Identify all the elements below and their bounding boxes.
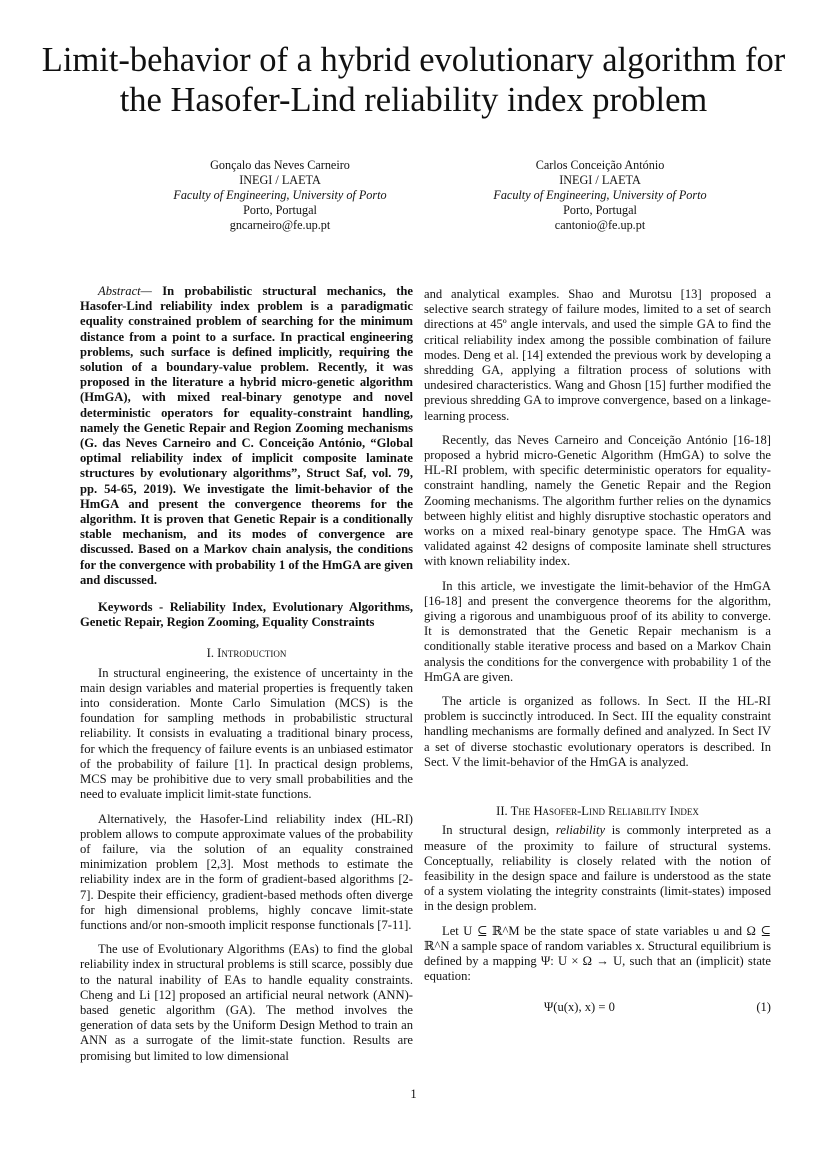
paragraph: The article is organized as follows. In Sect. II the HL-RI problem is succinctly introduced. In Sect. III the equality constraint handling mechanisms are formally defined and analyzed. In Sect IV a set of diverse stochastic evolutionary operators is described. In Sect. V the limit-behavior of the HmGA is analyzed. [424, 694, 771, 769]
abstract [80, 284, 413, 588]
emphasis: reliability [555, 823, 606, 838]
author-location: Porto, Portugal [563, 203, 637, 217]
author-name: Gonçalo das Neves Carneiro [210, 158, 350, 172]
page-number: 1 [410, 1087, 417, 1101]
abstract-label: Abstract— [98, 284, 152, 298]
author-block-2 [450, 158, 750, 233]
paragraph: The use of Evolutionary Algorithms (EAs) to find the global reliability index in structural problems is still scarce, possibly due to the natural inability of EAs to handle equality constraints. Cheng and Li [12] proposed an artificial neural network (ANN)-based genetic algorithm (GA). The method involves the generation of data sets by the Uniform Design Method to train an ANN as a surrogate of the limit-state function. Results are promising but limited to low dimensional [80, 942, 413, 1063]
text: is commonly interpreted as a measure of the proximity to failure of structural systems. Conceptually, reliability is closely related with the notion of feasibility in the design space and failure is understood as the state of a system violating the integrity constraints (limit-states) imposed in the design problem. [424, 823, 771, 914]
paper-title: Limit-behavior of a hybrid evolutionary algorithm for the Hasofer-Lind reliability index problem [41, 41, 786, 119]
paragraph: Recently, das Neves Carneiro and Conceição António [16-18] proposed a hybrid micro-Genetic Algorithm (HmGA) to solve the HL-RI problem, with specific deterministic operators for equality-constraint handling, namely the Genetic Repair and the Region Zooming mechanisms. The algorithm further relies on the dynamics between highly elitist and highly disruptive stochastic operators and works on a mixed real-binary genotype space. The HmGA was validated against 42 designs of composite laminate shell structures with known reliability index. [424, 432, 771, 569]
left-column [80, 284, 413, 1073]
equation: Ψ(u(x), x) = 0 [544, 1000, 615, 1015]
author-org: INEGI / LAETA [559, 173, 641, 187]
text: In structural design, [442, 823, 556, 838]
paragraph: In this article, we investigate the limit-behavior of the HmGA [16-18] and present the convergence theorems for the algorithm, giving a rigorous and unambiguous proof of its ability to converge. It is demonstrated that the Genetic Repair mechanism is a conditionally stable iterative process and based on a Markov Chain analysis the conditions for the convergence with probability 1 of the HmGA are given. [424, 578, 771, 684]
author-affiliation: Faculty of Engineering, University of Porto [173, 188, 387, 202]
author-email: gncarneiro@fe.up.pt [229, 218, 331, 232]
section-heading-hasofer-lind: II. The Hasofer-Lind Reliability Index [496, 804, 699, 819]
paragraph: Alternatively, the Hasofer-Lind reliability index (HL-RI) problem allows to compute approximate values of the probability of failure, via the solution of an equality constrained minimization problem [2,3]. Most methods to estimate the reliability index are in the form of gradient-based algorithms [2-7]. Despite their efficiency, gradient-based methods often diverge for high dimensional problems, highly concave limit-state functions and/or non-smooth implicit response functionals [7-11]. [80, 811, 413, 932]
keywords: Keywords - Reliability Index, Evolutionary Algorithms, Genetic Repair, Region Zooming, Equality Constraints [80, 600, 413, 630]
paragraph [424, 823, 771, 914]
equation-1 [424, 1000, 771, 1015]
paragraph: and analytical examples. Shao and Murotsu [13] proposed a selective search strategy of failure modes, limited to a set of search directions at 45º angle intervals, and used the simple GA to find the critical reliability index among the possible combination of failure modes. Deng et al. [14] extended the previous work by developing a shredding GA, applying a filtration process of solutions with undesired characteristics. Wang and Ghosn [15] further modified the previous shredding GA to improve convergence, based on a linkage-learning process. [424, 287, 771, 423]
paragraph: In structural engineering, the existence of uncertainty in the main design variables and material properties is frequently taken into consideration. Monte Carlo Simulation (MCS) is the foundation for sampling methods in probabilistic structural reliability. It consists in evaluating a traditional binary process, for which the frequency of failure events is an unbiased estimator of the probability of failure [1]. In practical design problems, MCS may be prohibitive due to very small probabilities and the need to evaluate implicit limit-state functions. [80, 665, 413, 802]
author-block-1 [130, 158, 430, 233]
author-affiliation: Faculty of Engineering, University of Porto [493, 188, 707, 202]
section-heading-introduction: I. Introduction [206, 646, 287, 661]
author-location: Porto, Portugal [243, 203, 317, 217]
author-name: Carlos Conceição António [535, 158, 665, 172]
author-email: cantonio@fe.up.pt [554, 218, 646, 232]
right-column [424, 287, 771, 1016]
equation-number: (1) [756, 1000, 771, 1015]
paragraph: Let U ⊆ ℝ^M be the state space of state variables u and Ω ⊆ ℝ^N a sample space of random variables x. Structural equilibrium is defined by a mapping Ψ: U × Ω → U, such that an (implicit) state equation: [424, 923, 771, 984]
author-org: INEGI / LAETA [239, 173, 321, 187]
abstract-text: In probabilistic structural mechanics, the Hasofer-Lind reliability index problem is a paradigmatic equality constrained problem of searching for the minimum distance from a point to a surface. In practical engineering problems, such surface is defined implicitly, requiring the solution of a boundary-value problem. Recently, it was proposed in the literature a hybrid micro-genetic algorithm (HmGA), with mixed real-binary genotype and novel deterministic operators for equality-constraint handling, namely the Genetic Repair and Region Zooming mechanisms (G. das Neves Carneiro and C. Conceição António, “Global optimal reliability index of implicit composite laminate structures by evolutionary algorithms”, Struct Saf, vol. 79, pp. 54-65, 2019). We investigate the limit-behavior of the HmGA and present the convergence theorems for the algorithm. It is proven that Genetic Repair is a conditionally stable mechanism, and its modes of convergence are discussed. Based on a Markov chain analysis, the conditions for the convergence with probability 1 of the HmGA are given and discussed. [80, 284, 413, 587]
